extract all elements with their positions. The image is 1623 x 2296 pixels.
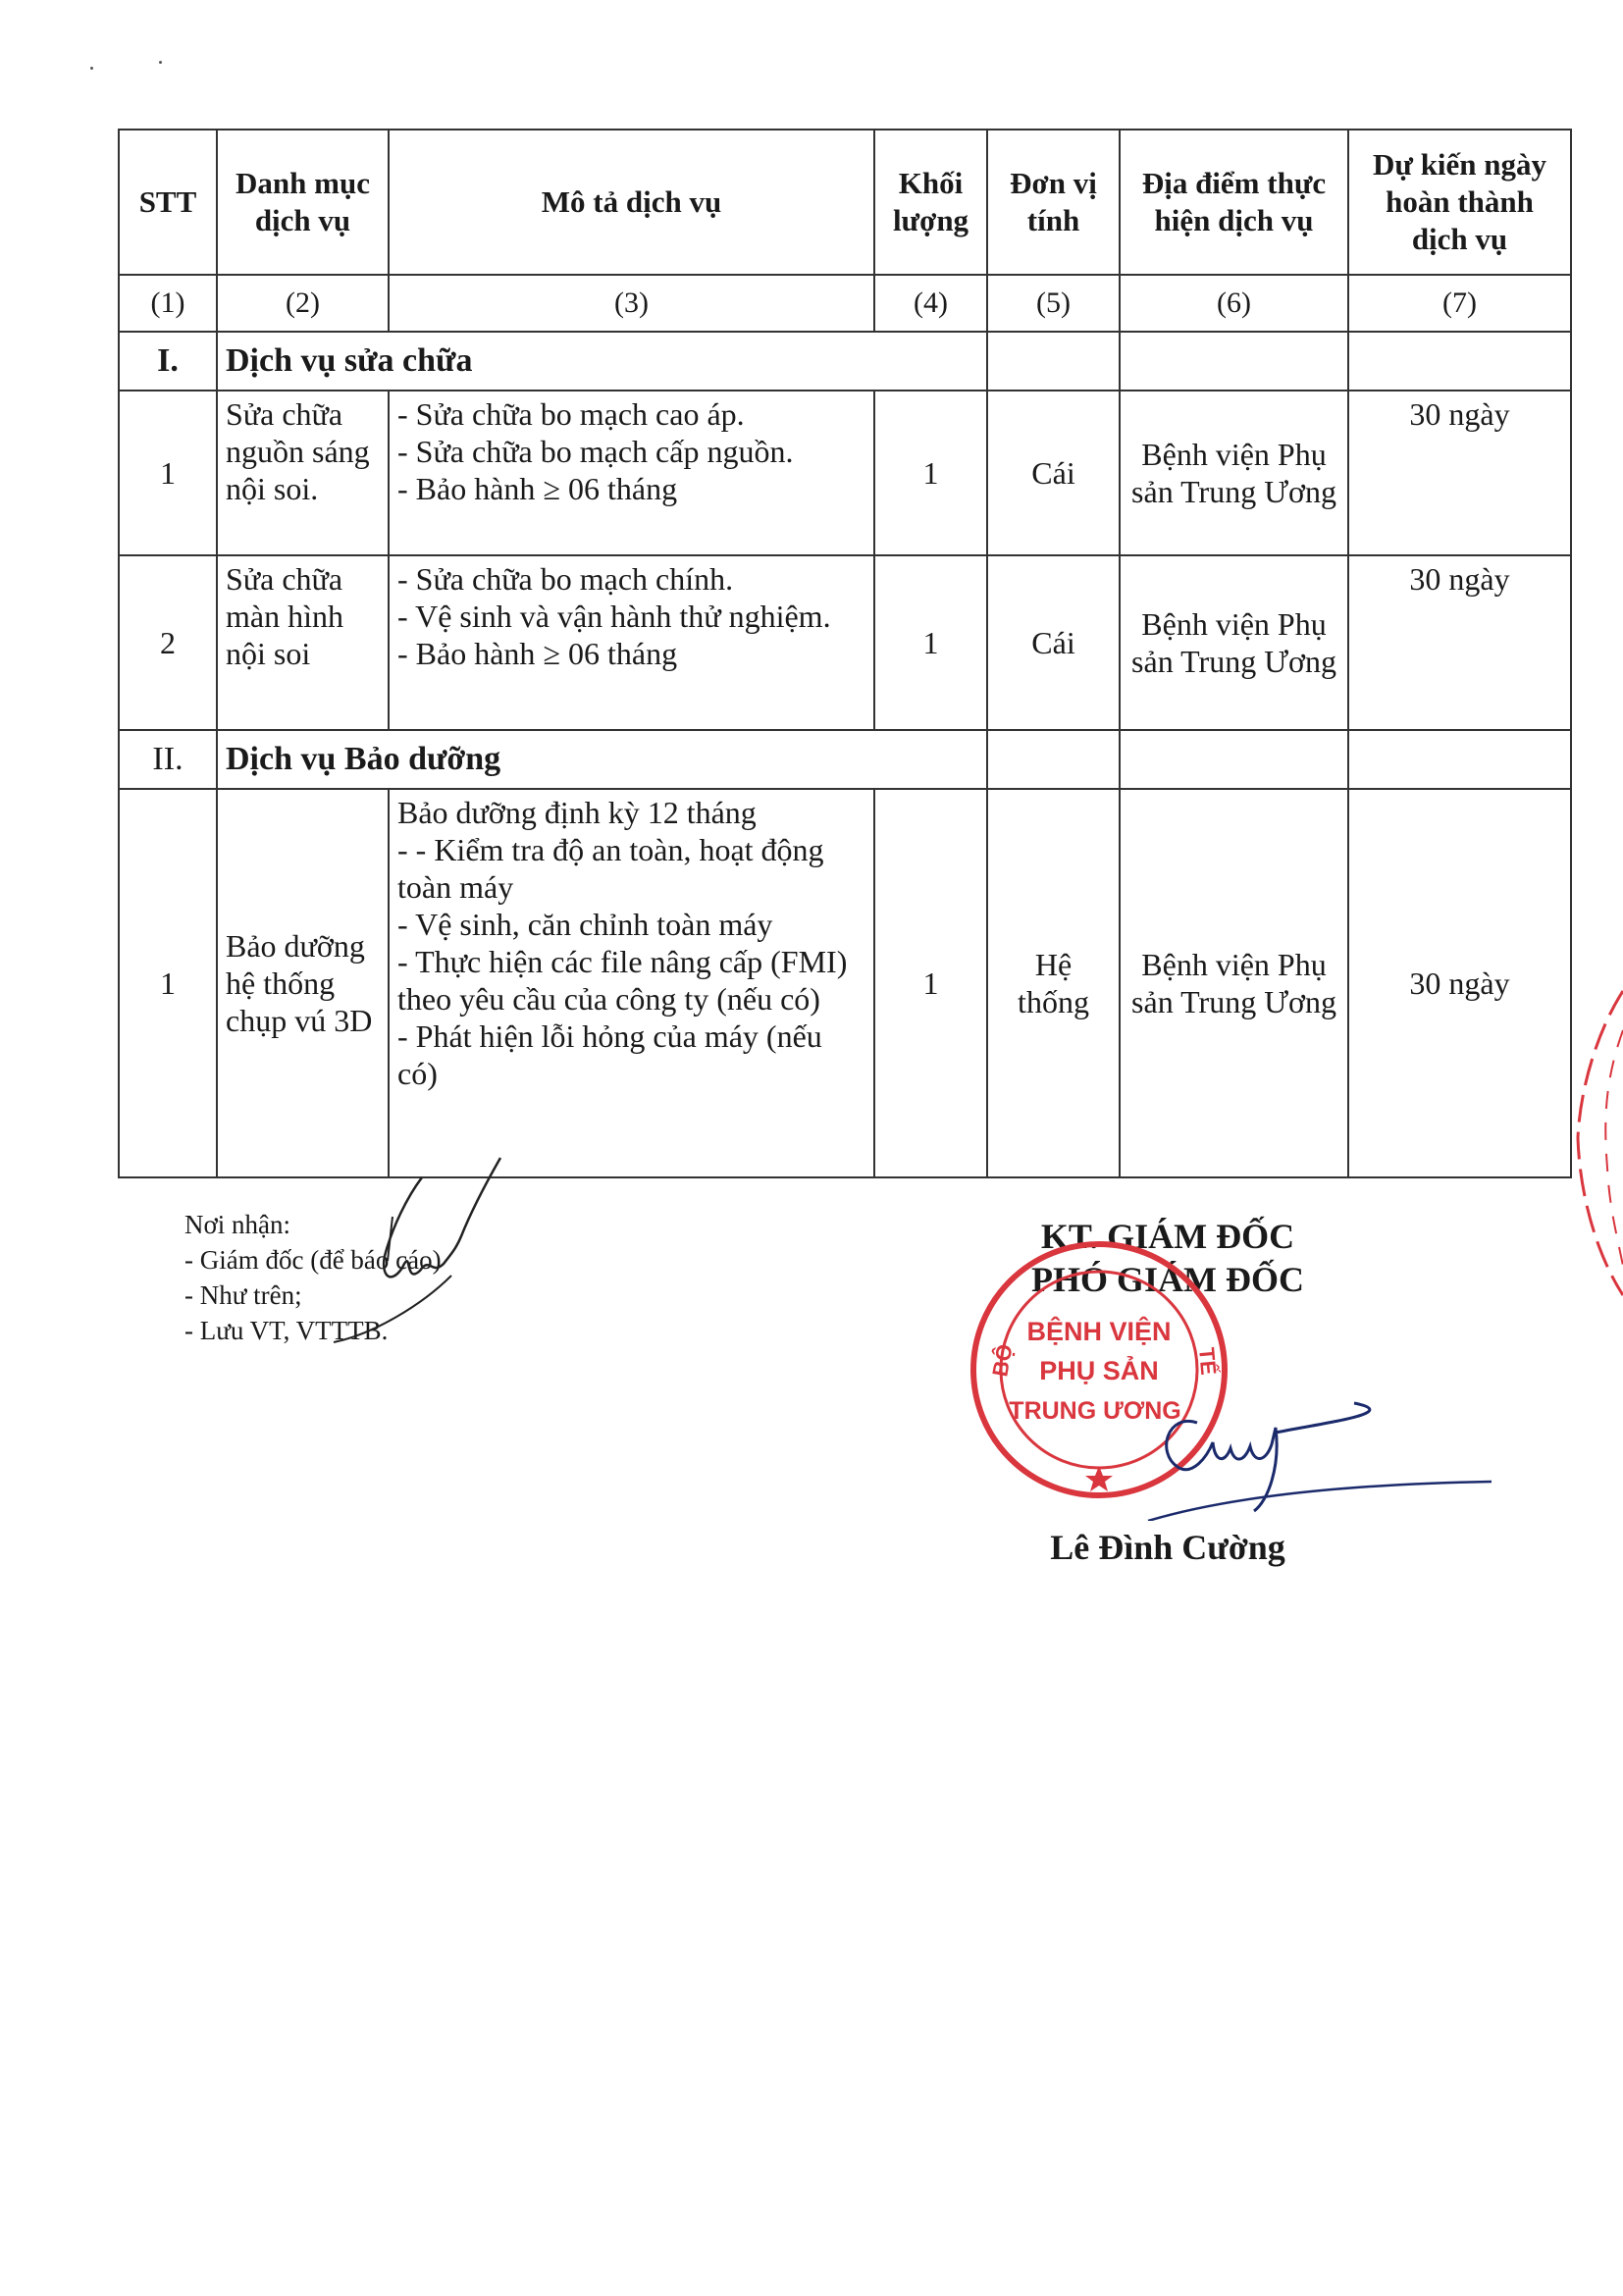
description-line: - Phát hiện lỗi hỏng của máy (nếu có) <box>397 1018 822 1091</box>
row-location: Bệnh viện Phụ sản Trung Ương <box>1120 789 1348 1177</box>
col-number: (5) <box>987 275 1120 332</box>
header-stt: STT <box>119 130 217 275</box>
signer-name: Lê Đình Cường <box>1050 1528 1285 1567</box>
row-completion-days: 30 ngày <box>1348 391 1571 555</box>
row-completion-days: 30 ngày <box>1348 789 1571 1177</box>
stamp-line3: TRUNG ƯƠNG <box>1009 1397 1181 1425</box>
section-title: Dịch vụ Bảo dưỡng <box>217 730 987 789</box>
description-line: - - Kiểm tra độ an toàn, hoạt động toàn máy <box>397 832 824 905</box>
empty-cell <box>1348 332 1571 391</box>
description-line: - Bảo hành ≥ 06 tháng <box>397 471 678 506</box>
col-number: (6) <box>1120 275 1348 332</box>
row-quantity: 1 <box>874 391 987 555</box>
column-number-row <box>119 275 1571 332</box>
table-row <box>119 391 1571 555</box>
empty-cell <box>1120 332 1348 391</box>
col-number: (3) <box>389 275 874 332</box>
description-line: Bảo dưỡng định kỳ 12 tháng <box>397 795 757 830</box>
header-service-category: Danh mục dịch vụ <box>217 130 389 275</box>
description-line: - Vệ sinh, căn chỉnh toàn máy <box>397 907 773 942</box>
row-stt: 1 <box>119 789 217 1177</box>
scan-speck <box>90 67 93 70</box>
description-line: - Sửa chữa bo mạch cấp nguồn. <box>397 434 794 469</box>
section-row <box>119 730 1571 789</box>
empty-cell <box>1348 730 1571 789</box>
row-completion-days: 30 ngày <box>1348 555 1571 730</box>
section-number: I. <box>119 332 217 391</box>
header-unit: Đơn vị tính <box>987 130 1120 275</box>
section-row <box>119 332 1571 391</box>
stamp-label-left: BỘ <box>987 1342 1018 1379</box>
row-stt: 1 <box>119 391 217 555</box>
description-line: - Sửa chữa bo mạch chính. <box>397 561 734 597</box>
stamp-label-right: TẾ <box>1194 1346 1222 1377</box>
empty-cell <box>1120 730 1348 789</box>
stamp-line2: PHỤ SẢN <box>1039 1356 1159 1385</box>
description-line: - Sửa chữa bo mạch cao áp. <box>397 396 745 432</box>
header-service-description: Mô tả dịch vụ <box>389 130 874 275</box>
row-description <box>389 391 874 555</box>
recipient-item: - Như trên; <box>184 1280 302 1310</box>
row-stt: 2 <box>119 555 217 730</box>
initials-signature <box>294 1138 550 1344</box>
row-location: Bệnh viện Phụ sản Trung Ương <box>1120 555 1348 730</box>
partial-stamp-edge <box>1568 971 1623 1305</box>
header-completion-date: Dự kiến ngày hoàn thành dịch vụ <box>1348 130 1571 275</box>
row-service-name: Bảo dưỡng hệ thống chụp vú 3D <box>217 789 389 1177</box>
header-quantity: Khối lượng <box>874 130 987 275</box>
row-service-name: Sửa chữa màn hình nội soi <box>217 555 389 730</box>
description-line: - Bảo hành ≥ 06 tháng <box>397 636 678 671</box>
table-row <box>119 555 1571 730</box>
scan-speck <box>159 61 162 64</box>
col-number: (2) <box>217 275 389 332</box>
director-signature <box>1128 1374 1501 1521</box>
row-service-name: Sửa chữa nguồn sáng nội soi. <box>217 391 389 555</box>
service-table <box>118 129 1572 1178</box>
row-quantity: 1 <box>874 555 987 730</box>
description-line: - Thực hiện các file nâng cấp (FMI) theo yêu cầu của công ty (nếu có) <box>397 944 848 1017</box>
stamp-star-icon <box>1085 1466 1113 1491</box>
row-description <box>389 555 874 730</box>
col-number: (4) <box>874 275 987 332</box>
signature-title-line1: KT. GIÁM ĐỐC <box>1040 1217 1295 1256</box>
row-description <box>389 789 874 1177</box>
recipients-label: Nơi nhận: <box>184 1210 291 1239</box>
signature-title-line2: PHÓ GIÁM ĐỐC <box>1031 1260 1304 1299</box>
row-unit: Hệ thống <box>987 789 1120 1177</box>
recipient-item: - Giám đốc (để báo cáo) <box>184 1245 442 1275</box>
header-location: Địa điểm thực hiện dịch vụ <box>1120 130 1348 275</box>
row-quantity: 1 <box>874 789 987 1177</box>
stamp-line1: BỆNH VIỆN <box>1026 1317 1172 1346</box>
section-title: Dịch vụ sửa chữa <box>217 332 987 391</box>
recipient-item: - Lưu VT, VTTTB. <box>184 1316 389 1345</box>
empty-cell <box>987 730 1120 789</box>
empty-cell <box>987 332 1120 391</box>
row-location: Bệnh viện Phụ sản Trung Ương <box>1120 391 1348 555</box>
description-line: - Vệ sinh và vận hành thử nghiệm. <box>397 599 831 634</box>
col-number: (1) <box>119 275 217 332</box>
table-header-row <box>119 130 1571 275</box>
table-row <box>119 789 1571 1177</box>
row-unit: Cái <box>987 391 1120 555</box>
row-unit: Cái <box>987 555 1120 730</box>
section-number: II. <box>119 730 217 789</box>
col-number: (7) <box>1348 275 1571 332</box>
